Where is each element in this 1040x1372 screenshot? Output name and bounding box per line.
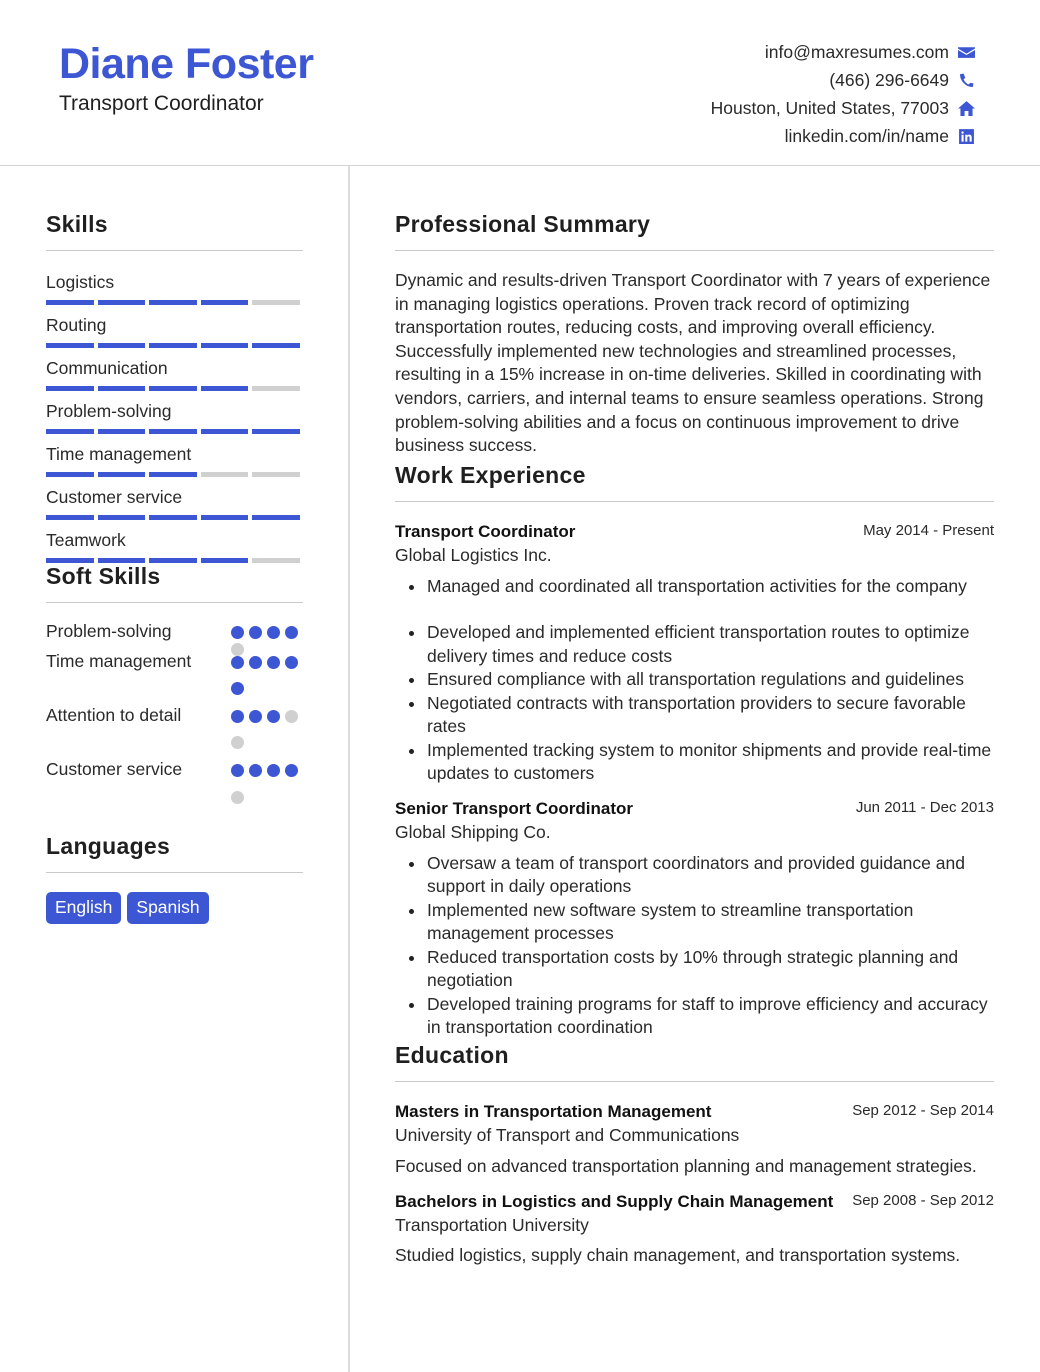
- job-bullet: Implemented new software system to streamline transportation management processes: [395, 899, 994, 946]
- education-divider: [395, 1081, 994, 1082]
- resume-header: [0, 0, 1040, 166]
- rating-segment: [149, 429, 197, 434]
- rating-dot: [231, 710, 244, 723]
- contact-linkedin-text: linkedin.com/in/name: [784, 125, 949, 146]
- language-list: [46, 892, 303, 924]
- rating-segment: [149, 386, 197, 391]
- skill-item: [46, 526, 303, 569]
- summary-heading: Professional Summary: [395, 211, 651, 237]
- skill-rating-bar: [46, 558, 300, 563]
- education-dates: Sep 2012 - Sep 2014: [852, 1101, 994, 1119]
- degree-title: Masters in Transportation Management: [395, 1101, 712, 1121]
- rating-segment: [98, 386, 146, 391]
- rating-dot: [231, 764, 244, 777]
- education-dates: Sep 2008 - Sep 2012: [852, 1192, 994, 1210]
- rating-segment: [46, 386, 94, 391]
- skill-rating-bar: [46, 386, 300, 391]
- job-entry: [395, 521, 994, 786]
- experience-heading: Work Experience: [395, 461, 586, 488]
- rating-segment: [149, 300, 197, 305]
- skill-item: [46, 483, 303, 526]
- skill-name: Problem-solving: [46, 401, 172, 421]
- job-bullets: [395, 852, 994, 1040]
- rating-segment: [149, 558, 197, 563]
- education-section: [395, 1042, 994, 1268]
- rating-dot: [267, 656, 280, 669]
- left-column: [46, 166, 303, 924]
- rating-segment: [98, 515, 146, 520]
- phone-icon: [957, 71, 975, 89]
- contact-location-text: Houston, United States, 77003: [710, 97, 949, 118]
- job-bullet: Reduced transportation costs by 10% through strategic planning and negotiation: [395, 946, 994, 993]
- education-entry: [395, 1101, 994, 1179]
- column-divider: [348, 166, 350, 1372]
- candidate-name: Diane Foster: [59, 40, 314, 88]
- education-description: Studied logistics, supply chain management, and transportation systems.: [395, 1245, 961, 1266]
- skill-name: Routing: [46, 315, 107, 335]
- skill-item: [46, 268, 303, 311]
- home-icon: [957, 99, 975, 117]
- job-title: Transport Coordinator: [395, 521, 576, 541]
- contact-list: [575, 38, 975, 150]
- skills-section: [46, 211, 303, 569]
- skill-name: Communication: [46, 358, 168, 378]
- rating-segment: [98, 472, 146, 477]
- rating-dot: [231, 791, 244, 804]
- soft-skill-name: Attention to detail: [46, 705, 182, 725]
- rating-dot: [231, 682, 244, 695]
- summary-divider: [395, 250, 994, 251]
- languages-heading: Languages: [46, 833, 171, 859]
- skill-item: [46, 397, 303, 440]
- rating-dot: [231, 736, 244, 749]
- skills-divider: [46, 250, 303, 251]
- skill-item: [46, 311, 303, 354]
- job-company: Global Logistics Inc.: [395, 544, 552, 565]
- rating-segment: [46, 558, 94, 563]
- skill-rating-bar: [46, 472, 300, 477]
- skill-name: Customer service: [46, 487, 183, 507]
- rating-dot: [285, 656, 298, 669]
- rating-dot: [231, 626, 244, 639]
- candidate-title: Transport Coordinator: [59, 92, 264, 115]
- contact-location: [575, 94, 975, 122]
- experience-section: [395, 462, 994, 1040]
- skill-item: [46, 440, 303, 483]
- rating-segment: [252, 472, 300, 477]
- rating-segment: [98, 300, 146, 305]
- soft-skill-item: [46, 703, 303, 757]
- job-bullets: [395, 575, 994, 786]
- job-bullet: Implemented tracking system to monitor shipments and provide real-time updates to customers: [395, 739, 994, 786]
- language-badge: Spanish: [127, 892, 208, 924]
- rating-segment: [98, 429, 146, 434]
- languages-section: [46, 833, 303, 924]
- rating-dot: [267, 710, 280, 723]
- rating-dot: [249, 626, 262, 639]
- rating-segment: [252, 300, 300, 305]
- skill-rating-bar: [46, 343, 300, 348]
- rating-dot: [231, 656, 244, 669]
- rating-segment: [149, 472, 197, 477]
- rating-segment: [252, 429, 300, 434]
- summary-text: Dynamic and results-driven Transport Coordinator with 7 years of experience in managing logistics operations. Proven track record of optimizing transportation routes, reducing costs, and improving overall efficiency. Successfully implemented new technologies and streamlined processes, resulting in a 15% increase in on-time deliveries. Skilled in coordinating with vendors, carriers, and internal teams to ensure seamless operations. Strong problem-solving abilities and a focus on continuous improvement to drive business success.: [395, 270, 991, 456]
- rating-segment: [149, 515, 197, 520]
- rating-segment: [201, 429, 249, 434]
- rating-segment: [252, 515, 300, 520]
- job-bullet: Developed training programs for staff to improve efficiency and accuracy in transportation coordination: [395, 993, 994, 1040]
- rating-segment: [201, 558, 249, 563]
- contact-phone[interactable]: [575, 66, 975, 94]
- rating-segment: [201, 515, 249, 520]
- soft-skill-rating-dots: [231, 703, 303, 757]
- soft-skills-list: [46, 619, 303, 813]
- language-badge: English: [46, 892, 121, 924]
- rating-segment: [201, 386, 249, 391]
- job-dates: Jun 2011 - Dec 2013: [855, 798, 994, 816]
- contact-email[interactable]: [575, 38, 975, 66]
- rating-segment: [46, 343, 94, 348]
- rating-segment: [98, 558, 146, 563]
- languages-divider: [46, 872, 303, 873]
- job-bullet: Oversaw a team of transport coordinators and provided guidance and support in daily operations: [395, 852, 994, 899]
- job-company: Global Shipping Co.: [395, 821, 551, 842]
- soft-skill-name: Customer service: [46, 759, 183, 779]
- education-description: Focused on advanced transportation planning and management strategies.: [395, 1155, 977, 1176]
- soft-skill-name: Time management: [46, 651, 192, 671]
- rating-segment: [46, 515, 94, 520]
- skill-name: Teamwork: [46, 530, 126, 550]
- rating-dot: [285, 710, 298, 723]
- rating-segment: [252, 558, 300, 563]
- job-bullet: Ensured compliance with all transportation regulations and guidelines: [395, 668, 994, 692]
- rating-dot: [285, 764, 298, 777]
- rating-segment: [98, 343, 146, 348]
- soft-skill-name: Problem-solving: [46, 621, 172, 641]
- job-title: Senior Transport Coordinator: [395, 798, 634, 818]
- job-bullet: Negotiated contracts with transportation providers to secure favorable rates: [395, 692, 994, 739]
- rating-dot: [249, 710, 262, 723]
- rating-segment: [201, 472, 249, 477]
- rating-segment: [149, 343, 197, 348]
- job-bullet: Managed and coordinated all transportation activities for the company: [395, 575, 994, 599]
- rating-segment: [201, 343, 249, 348]
- experience-divider: [395, 501, 994, 502]
- skill-rating-bar: [46, 300, 300, 305]
- rating-segment: [46, 429, 94, 434]
- rating-dot: [249, 764, 262, 777]
- soft-skill-item: [46, 757, 303, 813]
- envelope-icon: [957, 43, 975, 61]
- education-entry: [395, 1191, 994, 1268]
- soft-skills-section: [46, 563, 303, 813]
- school-name: Transportation University: [395, 1215, 589, 1236]
- skills-heading: Skills: [46, 211, 108, 237]
- education-heading: Education: [395, 1041, 509, 1068]
- degree-title: Bachelors in Logistics and Supply Chain Management: [395, 1192, 834, 1212]
- soft-skill-item: [46, 649, 303, 703]
- rating-segment: [252, 343, 300, 348]
- linkedin-icon: [957, 127, 975, 145]
- soft-skill-item: [46, 619, 303, 649]
- school-name: University of Transport and Communications: [395, 1124, 740, 1145]
- rating-segment: [46, 300, 94, 305]
- contact-linkedin[interactable]: [575, 122, 975, 150]
- job-entry: [395, 798, 994, 1040]
- skills-list: [46, 268, 303, 569]
- soft-skill-rating-dots: [231, 649, 303, 703]
- contact-email-text: info@maxresumes.com: [764, 41, 949, 62]
- rating-segment: [252, 386, 300, 391]
- rating-segment: [46, 472, 94, 477]
- soft-skill-rating-dots: [231, 619, 303, 649]
- rating-dot: [267, 764, 280, 777]
- job-bullet: Developed and implemented efficient transportation routes to optimize delivery times and reduce costs: [395, 621, 994, 668]
- skill-rating-bar: [46, 429, 300, 434]
- soft-skills-heading: Soft Skills: [46, 563, 161, 589]
- rating-dot: [249, 656, 262, 669]
- skill-rating-bar: [46, 515, 300, 520]
- rating-segment: [201, 300, 249, 305]
- skill-name: Logistics: [46, 272, 115, 292]
- skill-item: [46, 354, 303, 397]
- job-dates: May 2014 - Present: [863, 521, 994, 539]
- contact-phone-text: (466) 296-6649: [829, 69, 949, 90]
- rating-dot: [285, 626, 298, 639]
- soft-skills-divider: [46, 602, 303, 603]
- right-column: [395, 166, 994, 1268]
- summary-section: [395, 211, 994, 458]
- soft-skill-rating-dots: [231, 757, 303, 813]
- rating-dot: [267, 626, 280, 639]
- skill-name: Time management: [46, 444, 192, 464]
